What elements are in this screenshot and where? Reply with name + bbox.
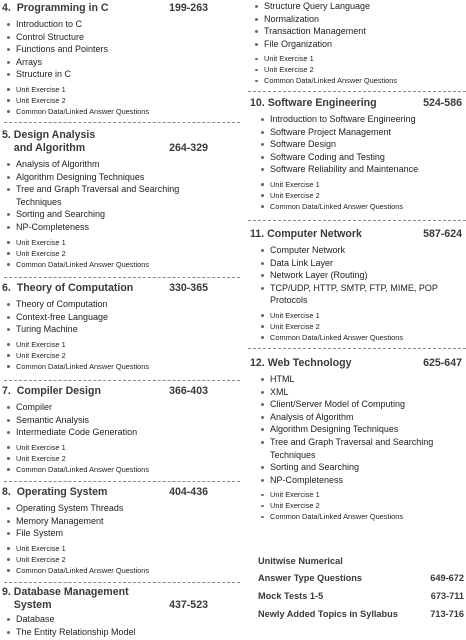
topic-item: Analysis of Algorithm (256, 411, 462, 424)
chapter-number: 12. (250, 357, 265, 369)
chapter-11 (250, 228, 462, 343)
exercise-item: Unit Exercise 2 (2, 350, 208, 361)
chapter-heading (2, 2, 208, 15)
section-divider (4, 277, 240, 278)
topic-list (2, 401, 208, 439)
topic-list (250, 0, 464, 50)
chapter-pages: 330-365 (169, 282, 208, 294)
topic-list (2, 502, 208, 540)
topic-list (256, 244, 462, 307)
exercise-item: Unit Exercise 2 (256, 321, 462, 332)
chapter-heading (2, 129, 208, 155)
topic-item: Theory of Computation (2, 298, 208, 311)
extra-heading (258, 555, 464, 567)
chapter-9-continued (250, 0, 464, 86)
topic-item: Turing Machine (2, 323, 208, 336)
chapter-title: Software Engineering (267, 97, 377, 109)
chapter-heading (2, 385, 208, 398)
extra-row-label: Newly Added Topics in Syllabus (258, 609, 398, 619)
exercise-item: Common Data/Linked Answer Questions (2, 361, 208, 372)
topic-item: The Entity Relationship Model (2, 626, 208, 639)
topic-item: Normalization (250, 13, 464, 26)
extra-row-label: Mock Tests 1-5 (258, 591, 324, 601)
chapter-pages: 524-586 (423, 97, 462, 109)
chapter-pages: 404-436 (169, 486, 208, 498)
topic-list (2, 613, 208, 638)
extra-sections (258, 555, 464, 620)
exercise-list (256, 489, 462, 522)
exercise-list (256, 310, 462, 343)
chapter-title: Web Technology (267, 357, 352, 369)
topic-item: Control Structure (2, 31, 208, 44)
topic-item: HTML (256, 373, 462, 386)
exercise-item: Common Data/Linked Answer Questions (2, 565, 208, 576)
chapter-title: Computer Network (267, 228, 362, 240)
exercise-list (2, 339, 208, 372)
chapter-number: 10. (250, 97, 265, 109)
extra-row (258, 590, 464, 602)
topic-item: Operating System Threads (2, 502, 208, 515)
topic-item: Computer Network (256, 244, 462, 257)
topic-item: Network Layer (Routing) (256, 269, 462, 282)
chapter-heading (2, 486, 208, 499)
exercise-item: Unit Exercise 1 (256, 179, 462, 190)
extra-row-pages: 649-672 (430, 573, 464, 583)
topic-item: Client/Server Model of Computing (256, 398, 462, 411)
extra-row-pages: 713-716 (430, 609, 464, 619)
chapter-heading (250, 97, 462, 110)
topic-item: Structure Query Language (250, 0, 464, 13)
extra-row (258, 572, 464, 584)
chapter-title: Programming in C (16, 2, 109, 14)
topic-item: Sorting and Searching (256, 461, 462, 474)
exercise-item: Unit Exercise 2 (2, 248, 208, 259)
topic-item: Compiler (2, 401, 208, 414)
exercise-item: Unit Exercise 1 (256, 310, 462, 321)
topic-item: Software Coding and Testing (256, 151, 462, 164)
topic-item: Software Reliability and Maintenance (256, 163, 462, 176)
exercise-item: Unit Exercise 1 (2, 543, 208, 554)
topic-item: Software Project Management (256, 126, 462, 139)
topic-item: NP-Completeness (2, 221, 208, 234)
topic-item: Algorithm Designing Techniques (256, 423, 462, 436)
section-divider (4, 481, 240, 482)
topic-item: Tree and Graph Traversal and Searching Techniques (256, 436, 462, 461)
chapter-title: Compiler Design (16, 385, 101, 397)
topic-item: File Organization (250, 38, 464, 51)
chapter-6 (2, 282, 208, 372)
extra-row (258, 608, 464, 620)
chapter-pages: 437-523 (169, 599, 208, 611)
topic-item: Semantic Analysis (2, 414, 208, 427)
chapter-number: 11. (250, 228, 265, 240)
topic-item: Database (2, 613, 208, 626)
topic-item: Context-free Language (2, 311, 208, 324)
exercise-item: Unit Exercise 2 (2, 95, 208, 106)
chapter-title: Design Analysis and Algorithm (13, 129, 96, 154)
chapter-heading (250, 357, 462, 370)
exercise-item: Unit Exercise 1 (256, 489, 462, 500)
topic-item: Data Link Layer (256, 257, 462, 270)
section-divider (4, 380, 240, 381)
chapter-7 (2, 385, 208, 475)
exercise-list (2, 237, 208, 270)
topic-item: Intermediate Code Generation (2, 426, 208, 439)
topic-list (256, 113, 462, 176)
chapter-12 (250, 357, 462, 522)
chapter-number: 7. (2, 385, 11, 397)
topic-item: XML (256, 386, 462, 399)
topic-item: Transaction Management (250, 25, 464, 38)
exercise-item: Common Data/Linked Answer Questions (256, 511, 462, 522)
topic-item: Functions and Pointers (2, 43, 208, 56)
topic-item: Sorting and Searching (2, 208, 208, 221)
exercise-item: Unit Exercise 2 (256, 500, 462, 511)
section-divider (248, 91, 466, 92)
extra-heading-label: Unitwise Numerical (258, 556, 343, 566)
chapter-pages: 366-403 (169, 385, 208, 397)
topic-item: Structure in C (2, 68, 208, 81)
topic-item: Introduction to Software Engineering (256, 113, 462, 126)
topic-item: NP-Completeness (256, 474, 462, 487)
exercise-item: Common Data/Linked Answer Questions (2, 106, 208, 117)
topic-item: Tree and Graph Traversal and Searching Techniques (2, 183, 208, 208)
exercise-list (256, 179, 462, 212)
section-divider (4, 122, 240, 123)
topic-list (2, 18, 208, 81)
chapter-8 (2, 486, 208, 576)
chapter-heading (2, 282, 208, 295)
exercise-list (2, 442, 208, 475)
chapter-pages: 264-329 (169, 142, 208, 154)
topic-item: TCP/UDP, HTTP, SMTP, FTP, MIME, POP Protocols (256, 282, 462, 307)
topic-item: Algorithm Designing Techniques (2, 171, 208, 184)
exercise-item: Common Data/Linked Answer Questions (2, 464, 208, 475)
exercise-item: Common Data/Linked Answer Questions (250, 75, 464, 86)
exercise-item: Unit Exercise 2 (2, 453, 208, 464)
topic-item: Arrays (2, 56, 208, 69)
exercise-item: Unit Exercise 1 (2, 339, 208, 350)
chapter-number: 6. (2, 282, 11, 294)
exercise-item: Unit Exercise 1 (2, 84, 208, 95)
topic-item: Software Design (256, 138, 462, 151)
chapter-number: 9. (2, 586, 11, 598)
section-divider (248, 220, 466, 221)
chapter-title: Theory of Computation (16, 282, 134, 294)
exercise-item: Unit Exercise 1 (250, 53, 464, 64)
extra-row-pages: 673-711 (430, 591, 464, 601)
exercise-list (250, 53, 464, 86)
exercise-item: Unit Exercise 1 (2, 442, 208, 453)
chapter-pages: 625-647 (423, 357, 462, 369)
exercise-item: Unit Exercise 1 (2, 237, 208, 248)
topic-list (2, 298, 208, 336)
chapter-title: Operating System (16, 486, 108, 498)
section-divider (248, 348, 466, 349)
topic-item: Introduction to C (2, 18, 208, 31)
chapter-number: 8. (2, 486, 11, 498)
chapter-9 (2, 586, 208, 638)
topic-list (256, 373, 462, 486)
topic-item: Analysis of Algorithm (2, 158, 208, 171)
exercise-list (2, 543, 208, 576)
chapter-5 (2, 129, 208, 270)
topic-item: File System (2, 527, 208, 540)
exercise-item: Unit Exercise 2 (2, 554, 208, 565)
exercise-item: Unit Exercise 2 (250, 64, 464, 75)
exercise-item: Common Data/Linked Answer Questions (256, 332, 462, 343)
exercise-item: Common Data/Linked Answer Questions (256, 201, 462, 212)
exercise-list (2, 84, 208, 117)
chapter-4 (2, 2, 208, 117)
chapter-heading (2, 586, 208, 612)
section-divider (4, 582, 240, 583)
chapter-10 (250, 97, 462, 212)
topic-item: Memory Management (2, 515, 208, 528)
chapter-heading (250, 228, 462, 241)
exercise-item: Common Data/Linked Answer Questions (2, 259, 208, 270)
extra-row-label: Answer Type Questions (258, 573, 362, 583)
chapter-number: 5. (2, 129, 11, 141)
topic-list (2, 158, 208, 234)
chapter-title: Database Management System (13, 586, 129, 611)
exercise-item: Unit Exercise 2 (256, 190, 462, 201)
chapter-number: 4. (2, 2, 11, 14)
chapter-pages: 587-624 (423, 228, 462, 240)
chapter-pages: 199-263 (169, 2, 208, 14)
